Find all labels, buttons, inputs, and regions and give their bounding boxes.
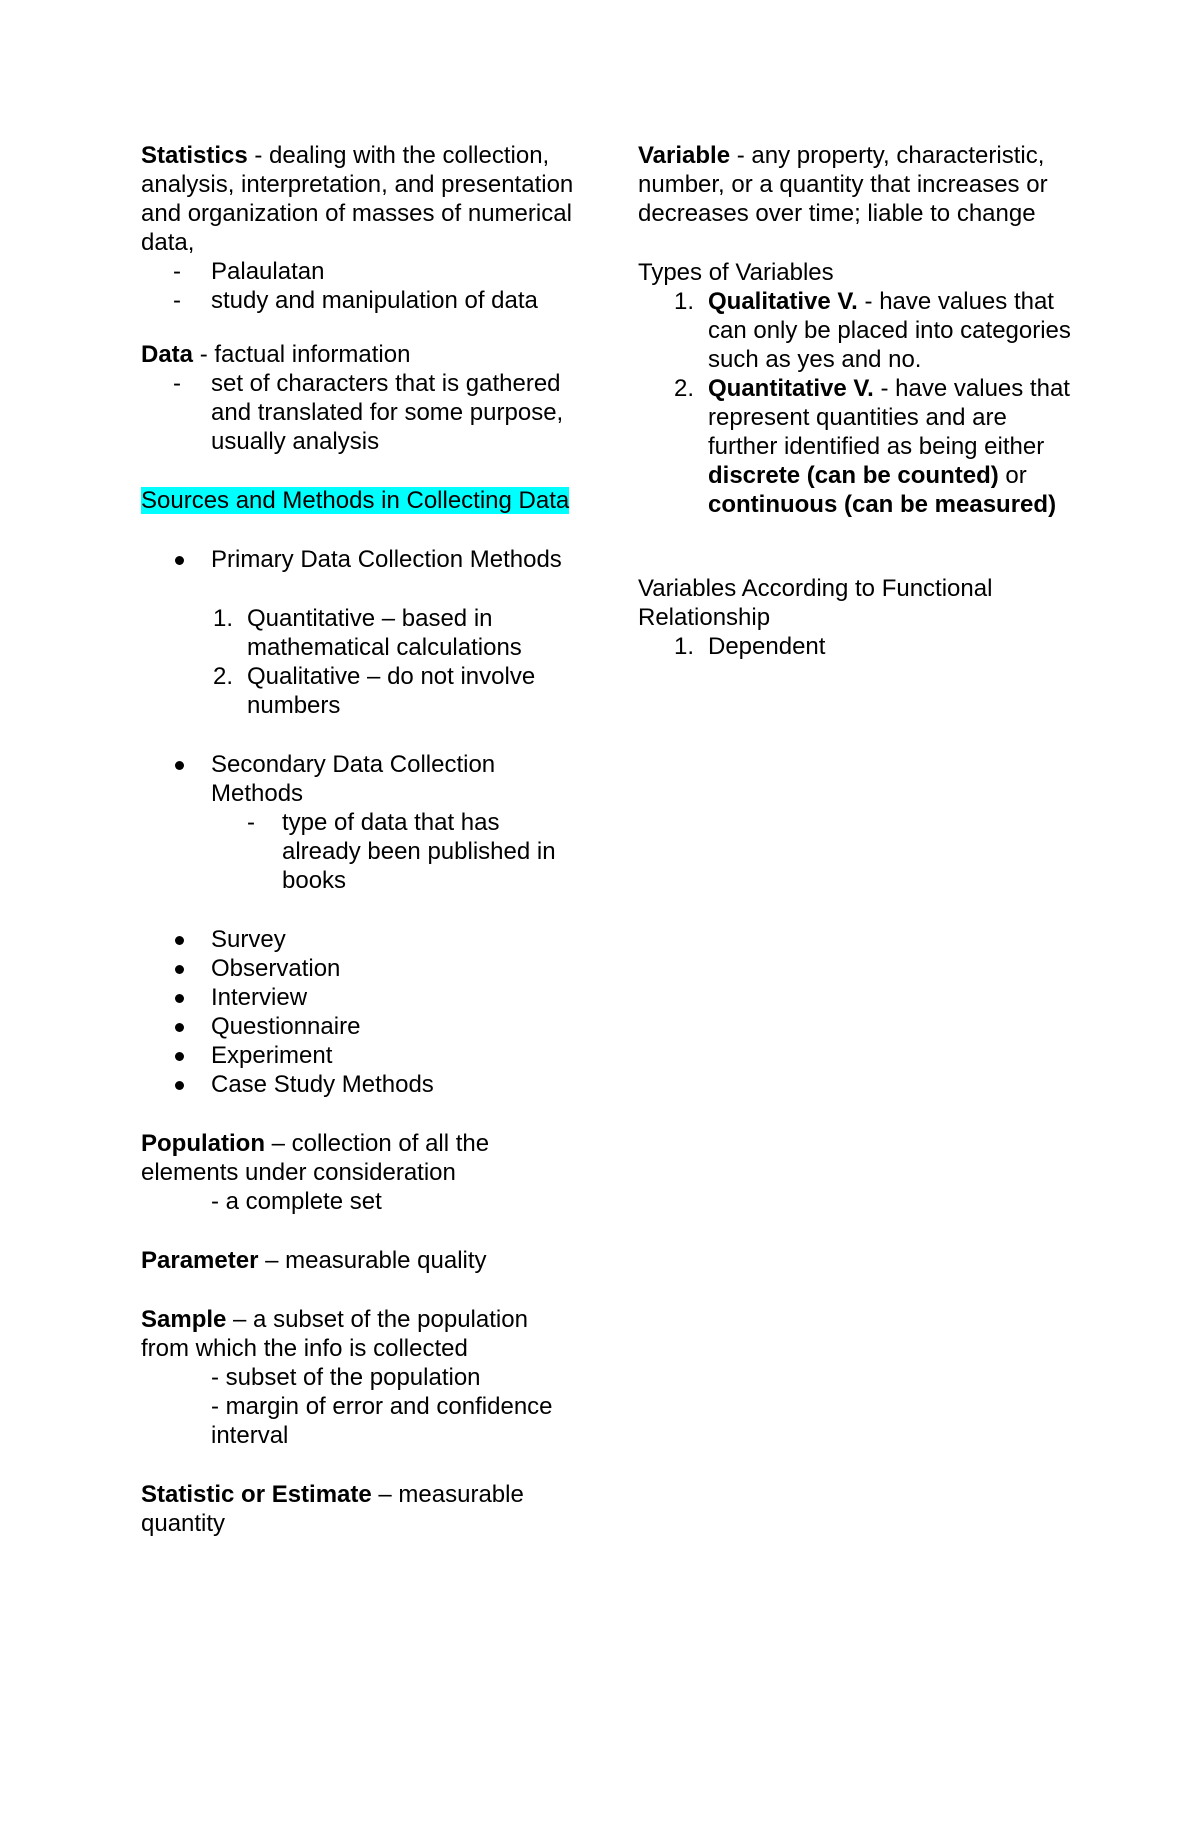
list-item: - set of characters that is gathered and translated for some purpose, usually analysis [173,370,564,455]
variable-definition: Variable - any property, characteristic, number, or a quantity that increases or decreases over time; liable to change [638,142,1048,227]
bullet-icon [175,994,184,1003]
sample-definition: Sample – a subset of the population from which the info is collected [141,1306,528,1362]
numbered-item: 1. Quantitative – based in mathematical calculations [213,605,522,661]
functional-heading: Variables According to Functional Relationship [638,575,993,631]
list-item: - study and manipulation of data [173,287,538,314]
bullet-icon [175,965,184,974]
variable-term: Variable [638,142,731,169]
dash-marker: - [247,809,255,836]
method-item: Questionnaire [141,1012,581,1041]
numbered-item: 2. Qualitative – do not involve numbers [213,663,536,719]
numbered-item-qualitative: 1. Qualitative V. - have values that can only be placed into categories such as yes and no. [674,288,1071,373]
discrete-label: discrete (can be counted) [708,462,999,489]
statistic-term: Statistic or Estimate [141,1481,372,1508]
bullet-icon [175,761,184,770]
list-item-primary: Primary Data Collection Methods [141,545,581,574]
sample-term: Sample [141,1306,227,1333]
number-marker: 1. [674,288,695,315]
sources-heading: Sources and Methods in Collecting Data [141,487,570,514]
population-term: Population [141,1130,265,1157]
number-marker: 1. [674,633,695,660]
sample-note: - margin of error and confidence interval [211,1393,553,1449]
population-definition: Population – collection of all the elements under consideration [141,1130,490,1186]
types-heading: Types of Variables [638,259,834,286]
sample-note: - subset of the population [211,1364,481,1391]
parameter-definition: Parameter – measurable quality [141,1247,487,1274]
data-term: Data [141,341,194,368]
dash-marker: - [173,370,181,397]
population-note: - a complete set [211,1188,382,1215]
bullet-icon [175,556,184,565]
statistics-term: Statistics [141,142,248,169]
qualitative-term: Qualitative V. [708,288,858,315]
numbered-item: 1. Dependent [674,633,826,660]
number-marker: 2. [674,375,695,402]
list-item: - Palaulatan [173,258,325,285]
method-item: Case Study Methods [141,1070,581,1099]
method-item: Observation [141,954,581,983]
number-marker: 1. [213,605,234,632]
bullet-icon [175,1023,184,1032]
dash-marker: - [173,258,181,285]
bullet-icon [175,936,184,945]
continuous-label: continuous (can be measured) [708,491,1057,518]
list-item: - type of data that has already been published in books [247,809,556,894]
statistics-definition: Statistics - dealing with the collection, analysis, interpretation, and presentation and organization of masses of numerical data, [141,142,574,256]
data-definition: Data - factual information [141,341,411,368]
number-marker: 2. [213,663,234,690]
dash-marker: - [173,287,181,314]
statistic-definition: Statistic or Estimate – measurable quantity [141,1481,524,1537]
method-item: Interview [141,983,581,1012]
parameter-term: Parameter [141,1247,259,1274]
left-column [141,141,581,1538]
bullet-icon [175,1052,184,1061]
quantitative-term: Quantitative V. [708,375,874,402]
list-item-secondary: Secondary Data Collection Methods [141,750,581,808]
bullet-icon [175,1081,184,1090]
method-item: Experiment [141,1041,581,1070]
method-item: Survey [141,925,581,954]
numbered-item-quantitative: 2. Quantitative V. - have values that represent quantities and are further identified as being either discrete (can be counted) or continuous (can be measured) [674,375,1070,518]
right-column [638,141,1078,661]
